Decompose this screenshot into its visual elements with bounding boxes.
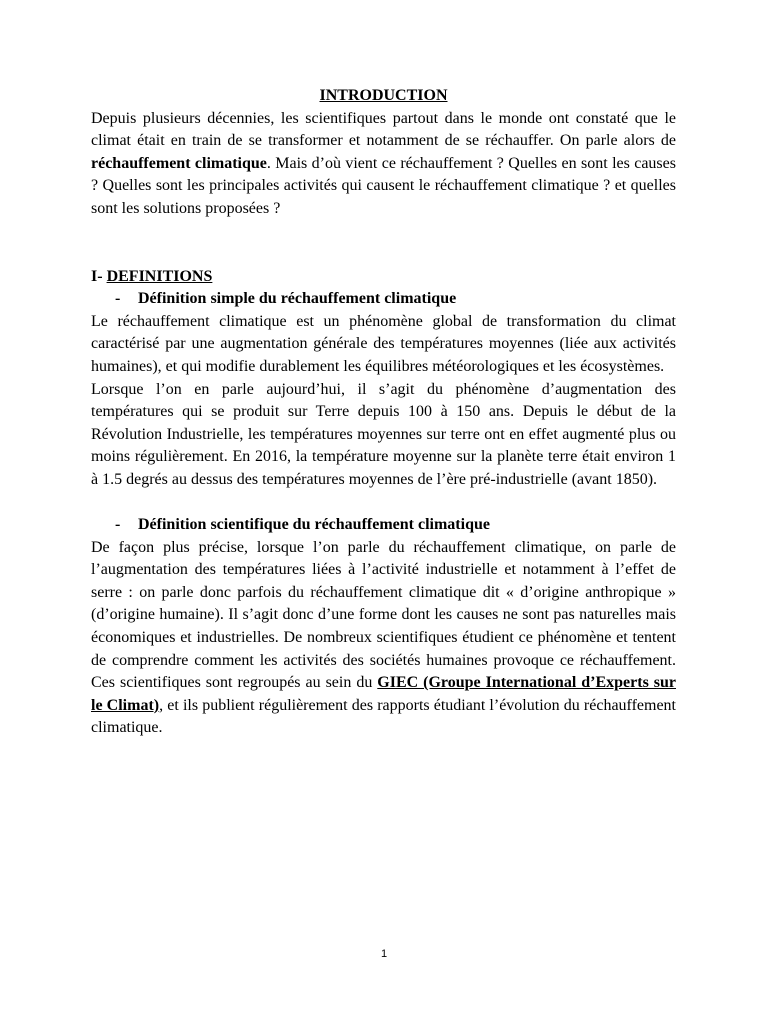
intro-text-end: . Mais d’où vient ce réchauffement ? Quelles en sont les causes ? Quelles sont les principales activités qui causent le réchauffement climatique ? et quelles sont les solutions proposées ? <box>91 154 676 217</box>
scientific-text-end: , et ils publient régulièrement des rapports étudiant l’évolution du réchauffement climatique. <box>91 696 677 737</box>
subsection-heading-simple <box>91 288 676 311</box>
subsection-title: Définition simple du réchauffement climatique <box>138 290 457 308</box>
section-heading-definitions <box>91 266 676 289</box>
section-number: I- <box>91 267 107 285</box>
scientific-text-start: De façon plus précise, lorsque l’on parle du réchauffement climatique, on parle de l’augmentation des températures liées à l’activité industrielle et notamment à l’effet de serre : on parle donc parfois du réchauffement climatique dit « d’origine anthropique » (d’origine humaine). Il s’agit donc d’une forme dont les causes ne sont pas naturelles mais économiques et industrielles. De nombreux scientifiques étudient ce phénomène et tentent de comprendre comment les activités des sociétés humaines provoque ce réchauffement. Ces scientifiques sont regroupés au sein du <box>91 538 676 692</box>
definition-paragraph-2: Lorsque l’on en parle aujourd’hui, il s’agit du phénomène d’augmentation des températures qui se produit sur Terre depuis 100 à 150 ans. Depuis le début de la Révolution Industrielle, les températures moyennes sur terre ont en effet augmenté plus ou moins régulièrement. En 2016, la température moyenne sur la planète terre était environ 1 à 1.5 degrés au dessus des températures moyennes de l’ère pré-industrielle (avant 1850). <box>91 380 676 488</box>
scientific-paragraph <box>91 537 676 740</box>
section-title: DEFINITIONS <box>106 267 213 285</box>
intro-text-start: Depuis plusieurs décennies, les scientifiques partout dans le monde ont constaté que le climat était en train de se transformer et notamment de se réchauffer. On parle alors de <box>91 109 676 150</box>
intro-paragraph <box>91 108 676 221</box>
list-dash: - <box>115 290 121 308</box>
page-number: 1 <box>380 948 388 960</box>
spacer <box>91 492 676 515</box>
giec-link[interactable]: GIEC (Groupe International d’Experts sur le Climat) <box>91 674 676 714</box>
definition-paragraph-1: Le réchauffement climatique est un phénomène global de transformation du climat caractérisé par une augmentation générale des températures moyennes (liée aux activités humaines), et qui modifie durablement les équilibres météorologiques et les écosystèmes. <box>91 312 676 375</box>
page-title: INTRODUCTION <box>319 87 448 104</box>
subsection-title: Définition scientifique du réchauffement climatique <box>138 516 490 534</box>
subsection-heading-scientific <box>91 514 676 537</box>
intro-bold-term: réchauffement climatique <box>91 154 267 172</box>
spacer <box>91 221 676 266</box>
document-page <box>91 85 676 740</box>
list-dash: - <box>115 516 121 534</box>
